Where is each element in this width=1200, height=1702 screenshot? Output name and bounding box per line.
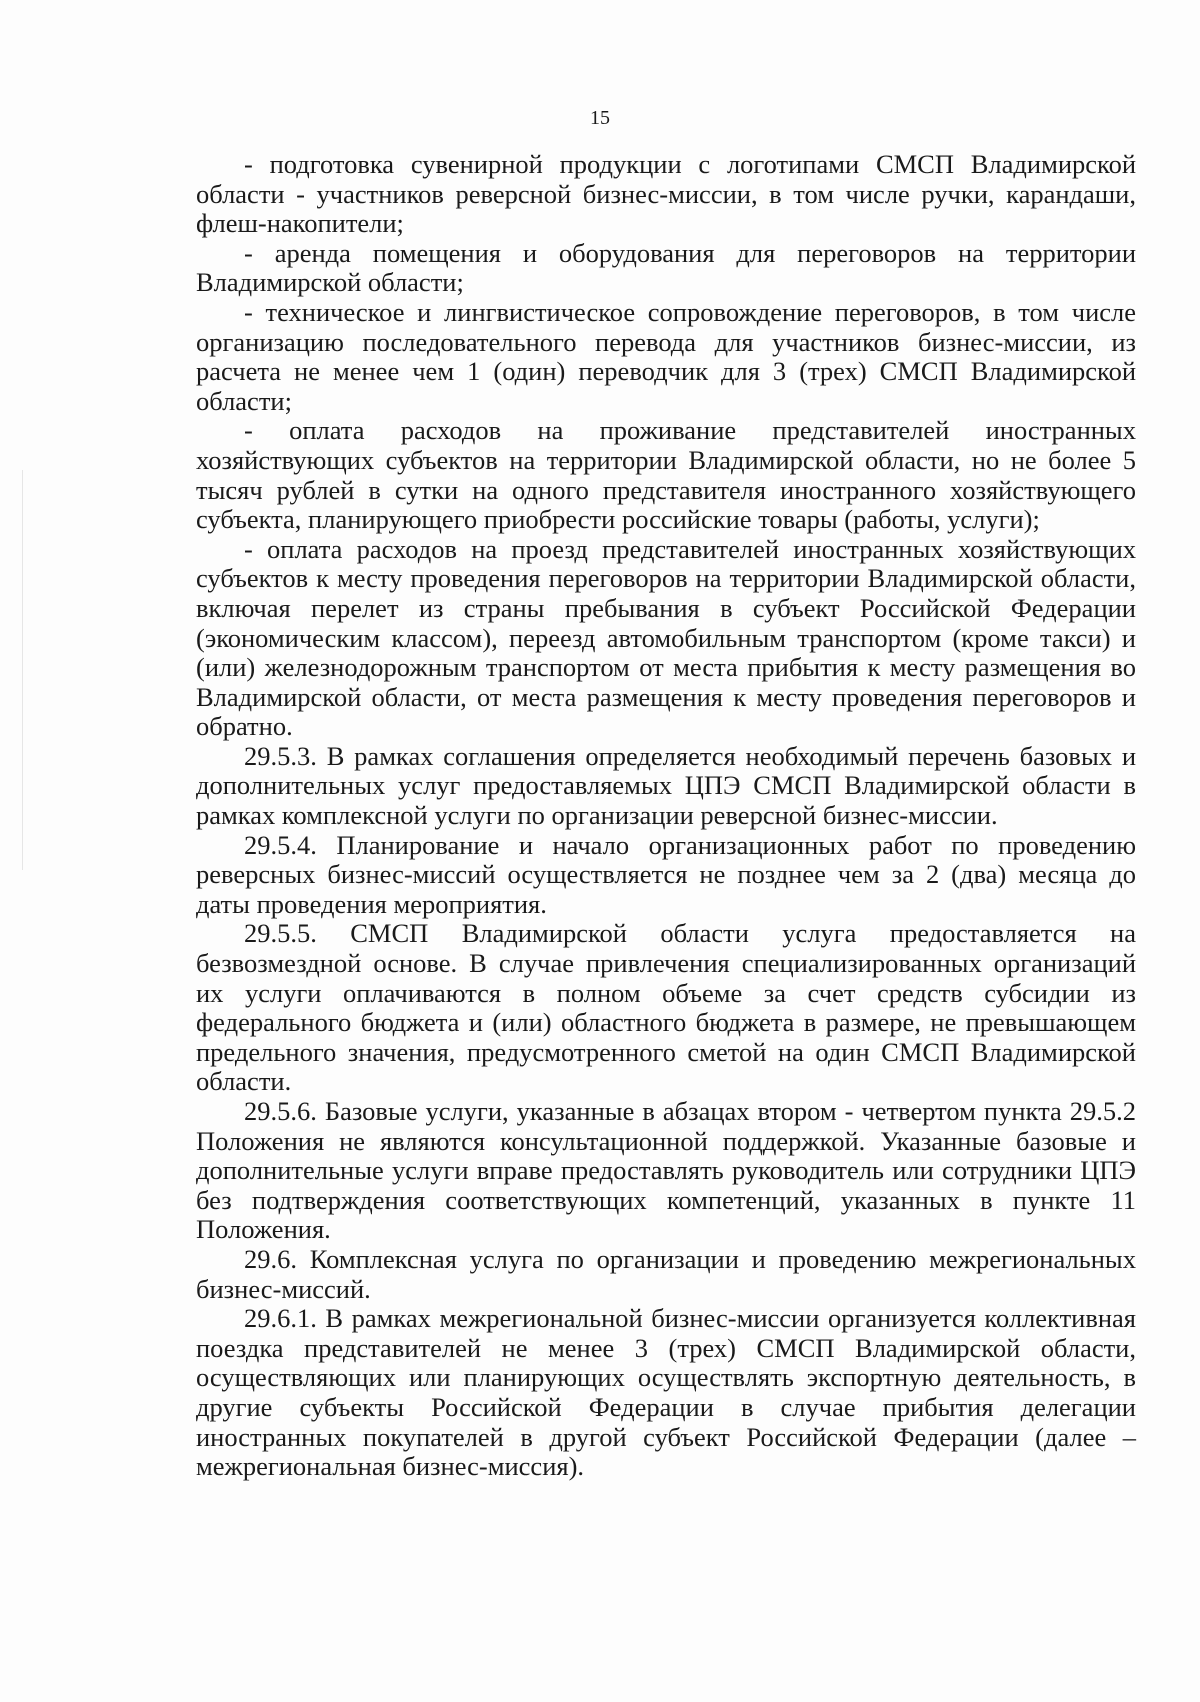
scan-artifact-line bbox=[22, 470, 23, 870]
paragraph-29-5-4: 29.5.4. Планирование и начало организационных работ по проведению реверсных бизнес-миссий осуществляется не позднее чем за 2 (два) месяца до даты проведения мероприятия. bbox=[196, 829, 1136, 919]
paragraph-premises-rental: - аренда помещения и оборудования для переговоров на территории Владимирской области; bbox=[196, 237, 1136, 298]
paragraph-linguistic-support: - техническое и лингвистическое сопровождение переговоров, в том числе организацию последовательного перевода для участников бизнес-миссии, из расчета не менее чем 1 (один) переводчик для 3 (трех) СМСП Владимирской области; bbox=[196, 296, 1136, 416]
paragraph-souvenir-products: - подготовка сувенирной продукции с логотипами СМСП Владимирской области - участников реверсной бизнес-миссии, в том числе ручки, карандаши, флеш-накопители; bbox=[196, 149, 1136, 239]
paragraph-29-5-5: 29.5.5. СМСП Владимирской области услуга предоставляется на безвозмездной основе. В случае привлечения специализированных организаций их услуги оплачиваются в полном объеме за счет средств субсидии из федерального бюджета и (или) областного бюджета в размере, не превышающем предельного значения, предусмотренного сметой на один СМСП Владимирской области. bbox=[196, 918, 1136, 1097]
paragraph-29-6-1: 29.6.1. В рамках межрегиональной бизнес-миссии организуется коллективная поездка представителей не менее 3 (трех) СМСП Владимирской области, осуществляющих или планирующих осуществлять экспортную деятельность, в другие субъекты Российской Федерации в случае прибытия делегации иностранных покупателей в другой субъект Российской Федерации (далее – межрегиональная бизнес-миссия). bbox=[196, 1303, 1136, 1482]
page-number: 15 bbox=[590, 107, 610, 129]
paragraph-29-5-3: 29.5.3. В рамках соглашения определяется необходимый перечень базовых и дополнительных услуг предоставляемых ЦПЭ СМСП Владимирской области в рамках комплексной услуги по организации реверсной бизнес-миссии. bbox=[196, 740, 1136, 831]
paragraph-travel-costs: - оплата расходов на проезд представителей иностранных хозяйствующих субъектов к месту проведения переговоров на территории Владимирской области, включая перелет из страны пребывания в субъект Российской Федерации (экономическим классом), переезд автомобильным транспортом (кроме такси) и (или) железнодорожным транспортом от места прибытия к месту размещения во Владимирской области, от места размещения к месту проведения переговоров и обратно. bbox=[196, 533, 1136, 742]
document-body bbox=[196, 150, 1136, 1482]
paragraph-29-5-6: 29.5.6. Базовые услуги, указанные в абзацах втором - четвертом пункта 29.5.2 Положения не являются консультационной поддержкой. Указанные базовые и дополнительные услуги вправе предоставлять руководитель или сотрудники ЦПЭ без подтверждения соответствующих компетенций, указанных в пункте 11 Положения. bbox=[196, 1096, 1136, 1245]
paragraph-accommodation-costs: - оплата расходов на проживание представителей иностранных хозяйствующих субъектов на территории Владимирской области, но не более 5 тысяч рублей в сутки на одного представителя иностранного хозяйствующего субъекта, планирующего приобрести российские товары (работы, услуги); bbox=[196, 415, 1136, 535]
paragraph-29-6: 29.6. Комплексная услуга по организации и проведению межрегиональных бизнес-миссий. bbox=[196, 1243, 1136, 1304]
